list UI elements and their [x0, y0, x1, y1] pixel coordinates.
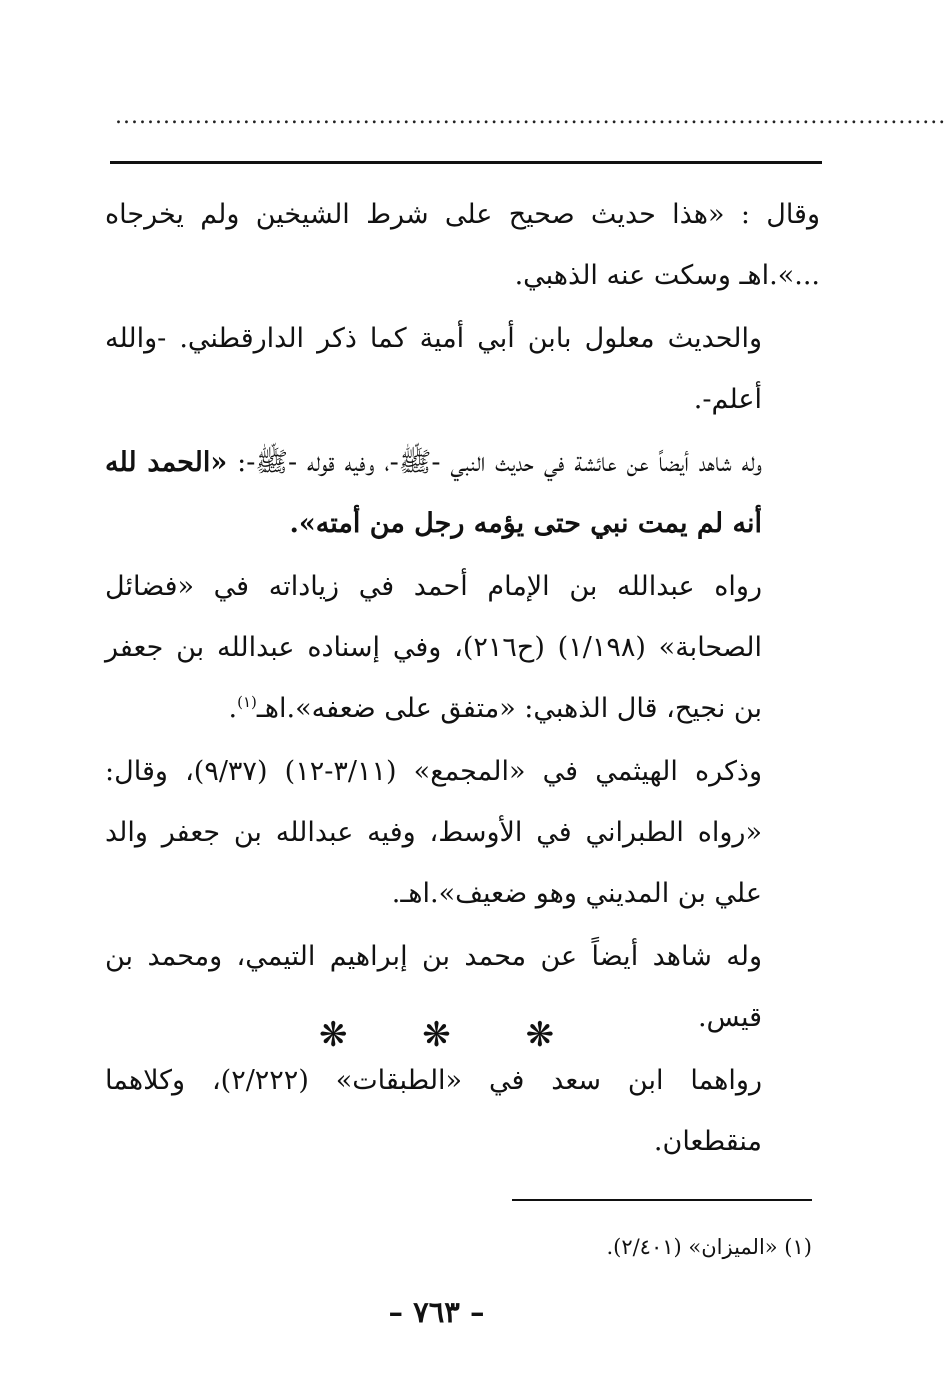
footnote-reference: (١) [237, 693, 257, 711]
footnote-rule [512, 1199, 812, 1201]
aisha-witness-intro: وله شاهد أيضاً عن عائشة في حديث النبي -ﷺ-، وفيه قوله -ﷺ-: [227, 447, 763, 478]
abdullah-narration-text: رواه عبدالله بن الإمام أحمد في زياداته في «فضائل الصحابة» (١/١٩٨) (ح٢١٦)، وفي إسناده عبدالله بن جعفر بن نجيح، قال الذهبي: «متفق على ضعفه».اهـ [105, 571, 762, 724]
dotted-separator: ........................................................................................................ [115, 104, 946, 129]
paragraph-aisha-witness [105, 432, 820, 554]
top-rule [110, 161, 822, 164]
paragraph-hakim-statement: وقال : «هذا حديث صحيح على شرط الشيخين ولم يخرجاه ...».اهـ وسكت عنه الذهبي. [105, 199, 820, 291]
hadith-quote: «الحمد لله أنه لم يمت نبي حتى يؤمه رجل من أمته». [105, 447, 762, 539]
section-divider-stars [0, 1015, 873, 1055]
paragraph-other-witness: وله شاهد أيضاً عن محمد بن إبراهيم التيمي، ومحمد بن قيس. [105, 941, 762, 1033]
star-ornament: ❋ [525, 1015, 555, 1055]
paragraph-haythami: وذكره الهيثمي في «المجمع» (٣/١١-١٢) (٩/٣٧)، وقال: «رواه الطبراني في الأوسط، وفيه عبدالله بن جعفر والد علي بن المديني وهو ضعيف».اهـ. [105, 756, 762, 909]
star-ornament: ❋ [318, 1015, 348, 1055]
star-ornament: ❋ [422, 1015, 451, 1055]
footnote-text: (١) «الميزان» (٢/٤٠١). [606, 1235, 812, 1259]
page-number: – ٧٦٣ – [388, 1295, 485, 1329]
paragraph-abdullah-narration: رواه عبدالله بن الإمام أحمد في زياداته في «فضائل الصحابة» (١/١٩٨) (ح٢١٦)، وفي إسناده عبدالله بن جعفر بن نجيح، قال الذهبي: «متفق على ضعفه».اهـ$^{(١)}$. [105, 571, 762, 724]
paragraph-ibn-saad: رواهما ابن سعد في «الطبقات» (٢/٢٢٢)، وكلاهما منقطعان. [105, 1065, 762, 1157]
paragraph-hadith-defect: والحديث معلول بابن أبي أمية كما ذكر الدارقطني. -والله أعلم-. [105, 323, 762, 415]
